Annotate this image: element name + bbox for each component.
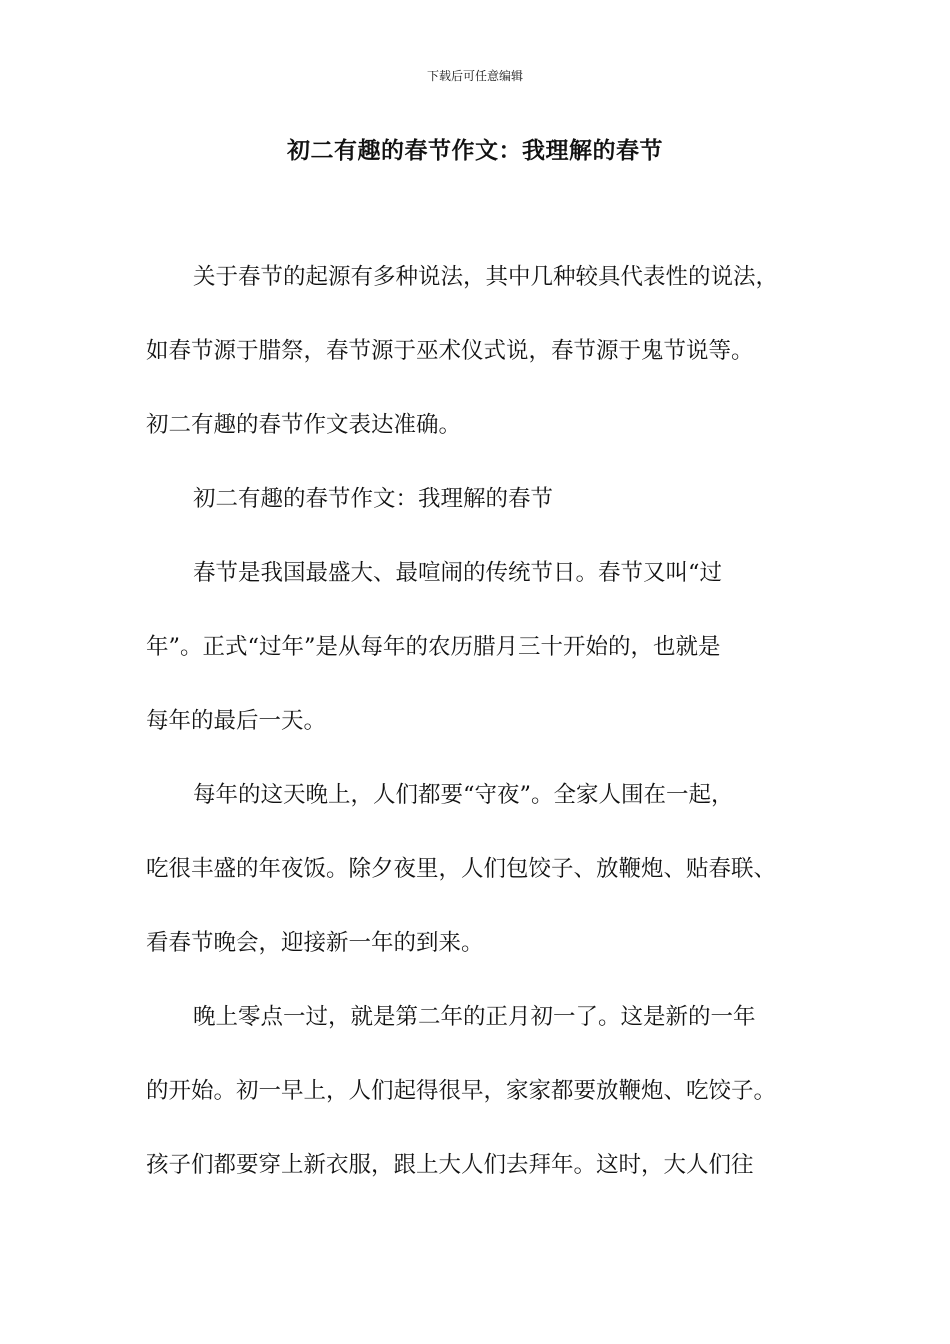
text-line: 初二有趣的春节作文表达准确。 (146, 412, 462, 438)
subtitle: 初二有趣的春节作文：我理解的春节 (193, 486, 554, 512)
text-line: 看春节晚会，迎接新一年的到来。 (146, 930, 484, 956)
text-line: 晚上零点一过，就是第二年的正月初一了。这是新的一年 (193, 1004, 756, 1030)
document-body (146, 240, 836, 1202)
paragraph-1 (146, 536, 836, 758)
text-line: 春节是我国最盛大、最喧闹的传统节日。春节又叫“过 (193, 560, 723, 586)
text-line: 孩子们都要穿上新衣服，跟上大人们去拜年。这时，大人们往 (146, 1152, 754, 1178)
text-line: 每年的这天晚上，人们都要“守夜”。全家人围在一起， (193, 782, 734, 808)
text-line: 年”。正式“过年”是从每年的农历腊月三十开始的，也就是 (146, 634, 721, 660)
text-line: 如春节源于腊祭，春节源于巫术仪式说，春节源于鬼节说等。 (146, 338, 754, 364)
text-line: 关于春节的起源有多种说法，其中几种较具代表性的说法， (193, 264, 779, 290)
text-line: 每年的最后一天。 (146, 708, 327, 734)
paragraph-2 (146, 758, 836, 980)
text-line: 的开始。初一早上，人们起得很早，家家都要放鞭炮、吃饺子。 (146, 1078, 777, 1104)
intro-paragraph (146, 240, 836, 462)
document-title: 初二有趣的春节作文：我理解的春节 (287, 138, 663, 164)
subtitle-paragraph (146, 462, 836, 536)
text-line: 吃很丰盛的年夜饭。除夕夜里，人们包饺子、放鞭炮、贴春联、 (146, 856, 777, 882)
header-note: 下载后可任意编辑 (426, 69, 523, 83)
paragraph-3 (146, 980, 836, 1202)
